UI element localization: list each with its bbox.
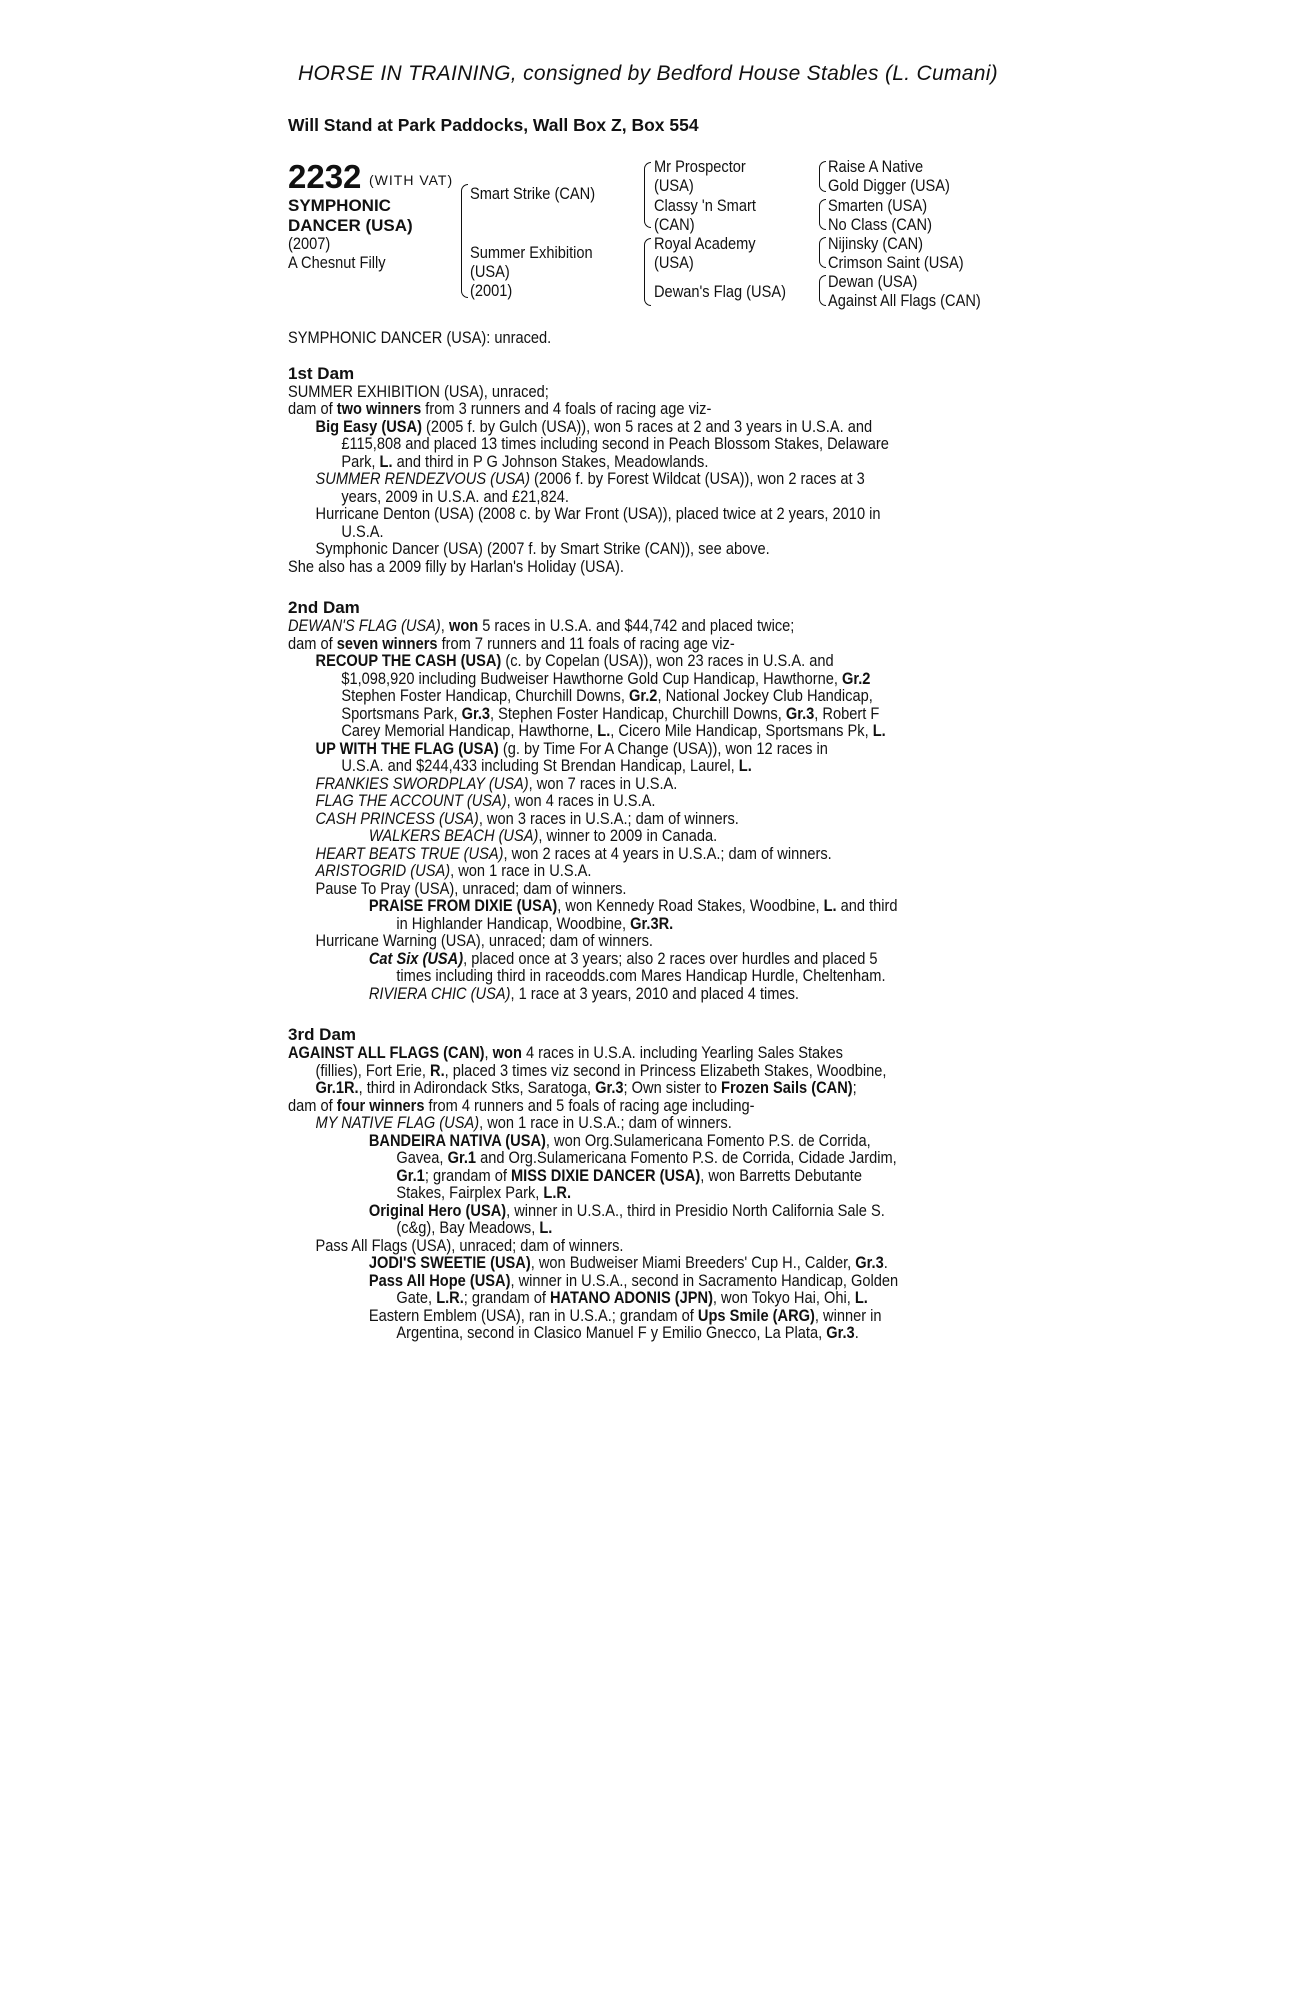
text: and Org.Sulamericana Fomento P.S. de Corrida, Cidade Jardim, xyxy=(476,1148,897,1167)
horse-description: A Chesnut Filly xyxy=(288,253,386,272)
produce-entry xyxy=(288,652,1008,670)
pedigree-sd-dam: No Class (CAN) xyxy=(828,215,932,234)
produce-note: She also has a 2009 filly by Harlan's Holiday (USA). xyxy=(288,556,624,576)
pedigree-sire: Smart Strike (CAN) xyxy=(470,184,596,203)
horse-name-line1: SYMPHONIC xyxy=(288,196,391,215)
pedigree-sire-sire xyxy=(654,157,746,195)
text: (fillies), Fort Erie, xyxy=(315,1060,431,1080)
catalogue-body xyxy=(288,329,1125,1342)
race-grade: L. xyxy=(854,1288,868,1307)
pedigree-brace xyxy=(644,238,651,306)
pedigree-brace xyxy=(819,237,826,268)
pedigree-ds-sire: Nijinsky (CAN) xyxy=(828,234,924,253)
pedigree-ds-line1: Royal Academy xyxy=(654,234,756,253)
pedigree-brace xyxy=(819,275,826,306)
horse-info xyxy=(288,234,386,272)
text: , winner in U.S.A., second in Sacramento Handicap, Golden xyxy=(510,1270,899,1290)
third-dam-heading: 3rd Dam xyxy=(288,1025,357,1044)
pedigree-dam-sire xyxy=(654,234,756,272)
race-grade: Gr.3R. xyxy=(630,913,674,933)
text: , 1 race at 3 years, 2010 and placed 4 times. xyxy=(510,983,799,1003)
text: Sportsmans Park, xyxy=(341,703,462,723)
horse-name: ARISTOGRID (USA) xyxy=(315,861,451,880)
text: (c. by Copelan (USA)), won 23 races in U.S.A. and xyxy=(501,651,834,670)
text: Gate, xyxy=(396,1288,437,1307)
produce-entry-cont xyxy=(288,1219,1008,1237)
race-grade: Gr.3 xyxy=(595,1078,624,1097)
produce-entry xyxy=(288,810,1008,828)
text: , Cicero Mile Handicap, Sportsmans Pk, xyxy=(610,721,873,740)
text: ; xyxy=(852,1078,857,1097)
text: Gavea, xyxy=(396,1148,448,1167)
horse-name xyxy=(288,196,413,236)
pedigree-ss-sire: Raise A Native xyxy=(828,157,924,176)
produce-entry-cont xyxy=(288,1324,1008,1342)
produce-entry xyxy=(288,418,1008,436)
produce-entry-cont xyxy=(288,687,1008,705)
text: . xyxy=(883,1253,888,1272)
horse-name: WALKERS BEACH (USA) xyxy=(368,826,539,845)
horse-name: Pass All Hope (USA) xyxy=(368,1270,511,1290)
text: Stephen Foster Handicap, Churchill Downs, xyxy=(341,686,629,705)
pedigree-brace xyxy=(819,199,826,230)
race-grade: Gr.3 xyxy=(826,1323,855,1342)
race-grade: Gr.3 xyxy=(785,703,815,723)
pedigree-brace xyxy=(819,161,826,192)
race-grade: Gr.1 xyxy=(396,1165,425,1185)
pedigree-dam-line1: Summer Exhibition xyxy=(470,243,593,262)
produce-entry-cont xyxy=(288,453,1008,471)
lot-number: 2232 xyxy=(288,158,362,195)
produce-entry xyxy=(288,897,1008,915)
text: , won Org.Sulamericana Fomento P.S. de Corrida, xyxy=(545,1130,871,1150)
produce-entry xyxy=(288,1202,1008,1220)
text: and third xyxy=(836,896,898,915)
race-grade: Gr.1R. xyxy=(315,1078,359,1097)
text: $1,098,920 including Budweiser Hawthorne Gold Cup Handicap, Hawthorne, xyxy=(341,668,842,688)
horse-name: HEART BEATS TRUE (USA) xyxy=(315,843,504,863)
text: , third in Adirondack Stks, Saratoga, xyxy=(358,1078,596,1097)
text: ; Own sister to xyxy=(623,1078,722,1097)
pedigree-dam-dam: Dewan's Flag (USA) xyxy=(654,282,786,301)
produce-entry: Hurricane Denton (USA) (2008 c. by War Front (USA)), placed twice at 2 years, 2010 in xyxy=(315,504,881,523)
horse-name: UP WITH THE FLAG (USA) xyxy=(315,738,499,758)
horse-name: Cat Six (USA) xyxy=(368,948,464,968)
text: Park, xyxy=(341,451,380,471)
text: , Robert F xyxy=(814,703,880,723)
won-label: won xyxy=(492,1043,522,1062)
produce-entry-cont xyxy=(288,1167,1008,1185)
horse-name: Ups Smile (ARG) xyxy=(697,1305,815,1325)
horse-name-line2: DANCER (USA) xyxy=(288,216,413,235)
text: dam of xyxy=(288,633,337,653)
horse-name: RIVIERA CHIC (USA) xyxy=(368,983,511,1003)
winner-count: four winners xyxy=(336,1095,425,1115)
text: , won 2 races at 4 years in U.S.A.; dam of winners. xyxy=(503,843,832,863)
text: from 7 runners and 11 foals of racing age viz- xyxy=(437,633,735,653)
text: , won 4 races in U.S.A. xyxy=(506,791,656,810)
horse-name: HATANO ADONIS (JPN) xyxy=(549,1288,713,1307)
horse-name: DEWAN'S FLAG (USA) xyxy=(288,616,441,635)
second-dam-heading: 2nd Dam xyxy=(288,598,360,617)
text: ; grandam of xyxy=(463,1288,550,1307)
race-grade: Gr.3 xyxy=(461,703,491,723)
produce-entry xyxy=(288,1307,1008,1325)
vat-note: (WITH VAT) xyxy=(369,172,454,188)
text: dam of xyxy=(288,1095,337,1115)
horse-name: MISS DIXIE DANCER (USA) xyxy=(510,1165,701,1185)
third-dam-line xyxy=(288,1062,1008,1080)
race-grade: Gr.3 xyxy=(855,1253,884,1272)
produce-entry xyxy=(288,827,1008,845)
won-label: won xyxy=(448,616,479,635)
produce-entry xyxy=(288,740,1008,758)
third-dam-section xyxy=(288,1044,1008,1342)
race-grade: L. xyxy=(379,451,393,471)
race-grade: Gr.2 xyxy=(841,668,871,688)
first-dam-heading: 1st Dam xyxy=(288,363,355,383)
text: , placed 3 times viz second in Princess Elizabeth Stakes, Woodbine, xyxy=(444,1060,887,1080)
text: Eastern Emblem (USA), ran in U.S.A.; grandam of xyxy=(368,1305,698,1325)
text: Stakes, Fairplex Park, xyxy=(396,1183,544,1202)
page-title: HORSE IN TRAINING, consigned by Bedford House Stables (L. Cumani) xyxy=(298,62,998,85)
produce-entry: Symphonic Dancer (USA) (2007 f. by Smart Strike (CAN)), see above. xyxy=(315,539,770,558)
second-dam-section xyxy=(288,617,1008,1002)
text: and third in P G Johnson Stakes, Meadowlands. xyxy=(392,451,709,471)
horse-name: BANDEIRA NATIVA (USA) xyxy=(368,1130,546,1150)
text: , won 3 races in U.S.A.; dam of winners. xyxy=(478,808,739,828)
second-dam-produce-line xyxy=(288,635,1008,653)
produce-entry xyxy=(288,1254,1008,1272)
race-grade: R. xyxy=(430,1060,445,1080)
produce-entry-cont xyxy=(288,1149,1008,1167)
text: , won Barretts Debutante xyxy=(700,1165,862,1185)
produce-entry-cont xyxy=(288,1289,1008,1307)
horse-name: MY NATIVE FLAG (USA) xyxy=(315,1113,480,1132)
pedigree-sire-dam xyxy=(654,196,756,234)
race-grade: L. xyxy=(872,721,886,740)
text: in Highlander Handicap, Woodbine, xyxy=(396,913,631,933)
text: , won 1 race in U.S.A.; dam of winners. xyxy=(479,1113,732,1132)
produce-entry-cont xyxy=(288,757,1008,775)
horse-name: AGAINST ALL FLAGS (CAN) xyxy=(288,1043,485,1062)
pedigree-ss-line2: (USA) xyxy=(654,176,694,195)
foaling-year: (2007) xyxy=(288,234,331,253)
racing-summary: SYMPHONIC DANCER (USA): unraced. xyxy=(288,328,552,347)
text: from 3 runners and 4 foals of racing age viz- xyxy=(421,399,712,418)
first-dam-produce-line xyxy=(288,400,1008,418)
text: , xyxy=(484,1043,493,1062)
pedigree-dam-line2: (USA) xyxy=(470,262,510,281)
pedigree-dam xyxy=(470,243,593,300)
third-dam-line xyxy=(288,1044,1008,1062)
produce-entry-cont: times including third in raceodds.com Mares Handicap Hurdle, Cheltenham. xyxy=(396,966,886,985)
produce-entry: Hurricane Warning (USA), unraced; dam of winners. xyxy=(315,931,654,950)
horse-name: Big Easy (USA) xyxy=(315,416,422,436)
pedigree-dam-line3: (2001) xyxy=(470,281,513,300)
produce-entry-cont xyxy=(288,1184,1008,1202)
produce-entry xyxy=(288,845,1008,863)
horse-name: RECOUP THE CASH (USA) xyxy=(315,651,502,670)
horse-name: FRANKIES SWORDPLAY (USA) xyxy=(315,773,529,793)
text: , won 7 races in U.S.A. xyxy=(528,773,678,793)
produce-entry xyxy=(288,792,1008,810)
text: , winner in xyxy=(814,1305,882,1325)
produce-entry xyxy=(288,985,1008,1003)
produce-entry-cont xyxy=(288,705,1008,723)
produce-entry xyxy=(288,1114,1008,1132)
second-dam-line xyxy=(288,617,1008,635)
horse-name: PRAISE FROM DIXIE (USA) xyxy=(368,896,558,915)
race-grade: L. xyxy=(823,896,837,915)
text: 4 races in U.S.A. including Yearling Sales Stakes xyxy=(521,1043,843,1062)
pedigree-brace xyxy=(461,184,468,298)
horse-name: SUMMER RENDEZVOUS (USA) xyxy=(315,469,530,488)
pedigree-sd-line2: (CAN) xyxy=(654,215,695,234)
text: (c&g), Bay Meadows, xyxy=(396,1218,540,1237)
produce-entry-cont xyxy=(288,722,1008,740)
horse-name: Original Hero (USA) xyxy=(368,1200,507,1220)
pedigree-dd-dam: Against All Flags (CAN) xyxy=(828,291,981,310)
pedigree-ss-line1: Mr Prospector xyxy=(654,157,746,176)
pedigree-ss-dam: Gold Digger (USA) xyxy=(828,176,950,195)
text: U.S.A. and $244,433 including St Brendan Handicap, Laurel, xyxy=(341,756,739,775)
race-grade: L.R. xyxy=(436,1288,464,1307)
text: . xyxy=(854,1323,859,1342)
text: , won 1 race in U.S.A. xyxy=(450,861,592,880)
text: , National Jockey Club Handicap, xyxy=(657,686,873,705)
text: , won Kennedy Road Stakes, Woodbine, xyxy=(557,896,824,915)
text: , won Budweiser Miami Breeders' Cup H., Calder, xyxy=(530,1253,856,1272)
winner-count: seven winners xyxy=(336,633,438,653)
horse-name: FLAG THE ACCOUNT (USA) xyxy=(315,791,507,810)
first-dam-line: SUMMER EXHIBITION (USA), unraced; xyxy=(288,381,549,401)
third-dam-produce-line xyxy=(288,1097,1008,1115)
produce-entry-cont xyxy=(288,915,1008,933)
horse-name: JODI'S SWEETIE (USA) xyxy=(368,1253,531,1272)
third-dam-line xyxy=(288,1079,1008,1097)
text: (2006 f. by Forest Wildcat (USA)), won 2 races at 3 xyxy=(529,469,865,488)
produce-entry xyxy=(288,862,1008,880)
horse-name: CASH PRINCESS (USA) xyxy=(315,808,479,828)
text: dam of xyxy=(288,399,337,418)
text: , xyxy=(440,616,449,635)
race-grade: Gr.2 xyxy=(628,686,658,705)
text: , winner to 2009 in Canada. xyxy=(538,826,718,845)
produce-entry: Pass All Flags (USA), unraced; dam of winners. xyxy=(315,1235,624,1255)
text: (g. by Time For A Change (USA)), won 12 races in xyxy=(498,738,828,758)
race-grade: L. xyxy=(738,756,752,775)
text: ; grandam of xyxy=(424,1165,511,1185)
produce-entry xyxy=(288,950,1008,968)
first-dam-section xyxy=(288,383,1008,576)
winner-count: two winners xyxy=(336,399,422,418)
horse-name: Frozen Sails (CAN) xyxy=(721,1078,853,1097)
text: (2005 f. by Gulch (USA)), won 5 races at 2 and 3 years in U.S.A. and xyxy=(421,416,873,436)
pedigree-ds-line2: (USA) xyxy=(654,253,694,272)
text: Argentina, second in Clasico Manuel F y Emilio Gnecco, La Plata, xyxy=(396,1323,827,1342)
pedigree-brace xyxy=(644,162,651,228)
text: from 4 runners and 5 foals of racing age including- xyxy=(424,1095,755,1115)
pedigree-dd-sire: Dewan (USA) xyxy=(828,272,918,291)
text: 5 races in U.S.A. and $44,742 and placed twice; xyxy=(478,616,795,635)
text: , won Tokyo Hai, Ohi, xyxy=(712,1288,855,1307)
race-grade: L.R. xyxy=(543,1183,572,1202)
produce-entry-cont: years, 2009 in U.S.A. and £21,824. xyxy=(341,486,569,506)
text: , placed once at 3 years; also 2 races over hurdles and placed 5 xyxy=(463,948,878,968)
pedigree-ds-dam: Crimson Saint (USA) xyxy=(828,253,964,272)
stand-location: Will Stand at Park Paddocks, Wall Box Z, Box 554 xyxy=(288,115,699,135)
produce-entry xyxy=(288,1272,1008,1290)
text: , winner in U.S.A., third in Presidio North California Sale S. xyxy=(506,1200,885,1220)
produce-entry-cont: U.S.A. xyxy=(341,521,384,541)
produce-entry xyxy=(288,1132,1008,1150)
produce-entry xyxy=(288,775,1008,793)
race-grade: Gr.1 xyxy=(447,1148,477,1167)
produce-entry-cont xyxy=(288,670,1008,688)
text: , Stephen Foster Handicap, Churchill Downs, xyxy=(490,703,786,723)
pedigree-sd-line1: Classy 'n Smart xyxy=(654,196,756,215)
text: Carey Memorial Handicap, Hawthorne, xyxy=(341,721,598,740)
race-grade: L. xyxy=(539,1218,553,1237)
produce-entry-cont: £115,808 and placed 13 times including second in Peach Blossom Stakes, Delaware xyxy=(341,434,889,453)
race-grade: L. xyxy=(597,721,611,740)
produce-entry xyxy=(288,470,1008,488)
produce-entry: Pause To Pray (USA), unraced; dam of winners. xyxy=(315,878,627,898)
pedigree-sd-sire: Smarten (USA) xyxy=(828,196,928,215)
